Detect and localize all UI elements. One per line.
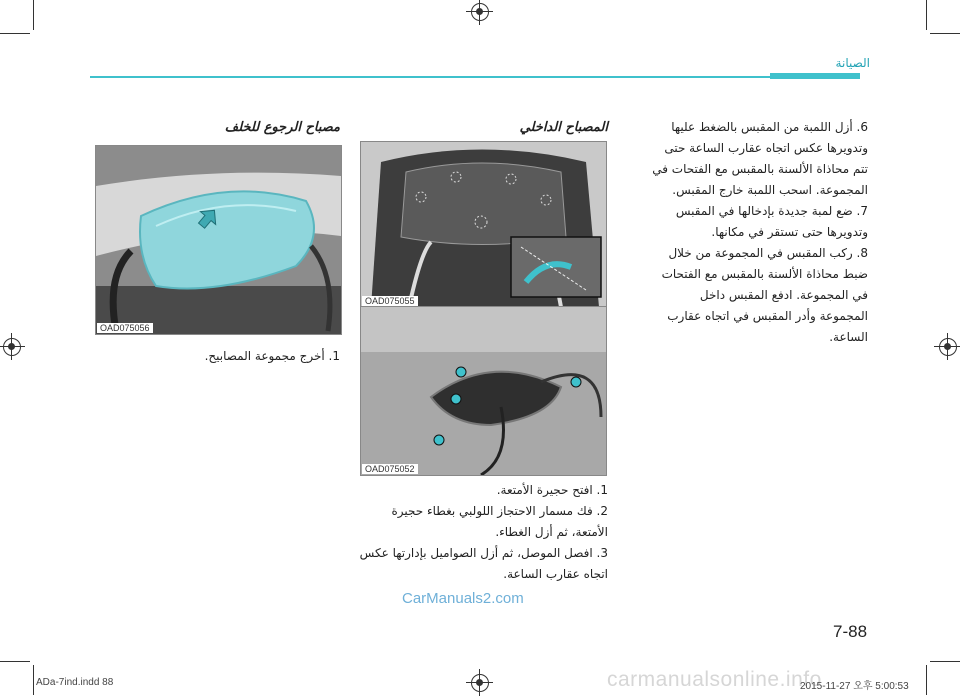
step-3: 3. افصل الموصل، ثم أزل الصواميل بإدارتها عكس اتجاه عقارب الساعة.: [359, 546, 608, 581]
tail-lamp-illustration: [96, 146, 341, 334]
crop-mark: [930, 661, 960, 662]
trunk-lid-illustration: [361, 142, 606, 307]
header-rule-accent: [770, 73, 860, 79]
backup-lamp-heading: مصباح الرجوع للخلف: [224, 120, 340, 135]
crop-mark: [33, 665, 34, 695]
footer-watermark: carmanualsonline.info: [607, 668, 822, 691]
figure-lamp-socket: [360, 306, 607, 476]
step-7: 7. ضع لمبة جديدة بإدخالها في المقبس وتدويرها حتى تستقر في مكانها.: [675, 204, 868, 239]
watermark: CarManuals2.com: [402, 590, 524, 607]
crop-mark: [926, 0, 927, 30]
interior-lamp-heading: المصباح الداخلي: [519, 120, 608, 135]
registration-mark-icon: [471, 3, 489, 21]
step-1: 1. أخرج مجموعة المصابيح.: [204, 349, 340, 363]
footer-file: ADa-7ind.indd 88: [36, 677, 114, 688]
middle-column-steps: [358, 480, 608, 585]
lamp-socket-illustration: [361, 307, 606, 475]
figure-trunk-lid: [360, 141, 607, 308]
step-1: 1. افتح حجيرة الأمتعة.: [496, 483, 608, 497]
figure-tail-lamp: [95, 145, 342, 335]
figure-code: OAD075056: [97, 323, 153, 333]
crop-mark: [33, 0, 34, 30]
footer-date: 2015-11-27 오후 5:00:53: [800, 681, 909, 692]
step-6: 6. أزل اللمبة من المقبس بالضغط عليها وتدويرها عكس اتجاه عقارب الساعة حتى تتم محاذاة الألسنة بالمقبس مع الفتحات في المجموعة. اسحب اللمبة خارج المقبس.: [652, 120, 868, 197]
left-column-steps: [95, 346, 340, 367]
step-2: 2. فك مسمار الاحتجاز اللولبي بغطاء حجيرة الأمتعة، ثم أزل الغطاء.: [391, 504, 608, 539]
figure-code: OAD075055: [362, 296, 418, 306]
figure-code: OAD075052: [362, 464, 418, 474]
right-column-steps: [648, 117, 868, 348]
section-label: الصيانة: [835, 56, 870, 70]
crop-mark: [0, 661, 30, 662]
registration-mark-icon: [3, 338, 21, 356]
header-rule: [90, 76, 860, 78]
step-8: 8. ركب المقبس في المجموعة من خلال ضبط محاذاة الألسنة بالمقبس مع الفتحات في المجموعة. ادفع المقبس داخل المجموعة وأدر المقبس في اتجاه عقارب الساعة.: [661, 246, 868, 344]
registration-mark-icon: [939, 338, 957, 356]
crop-mark: [930, 33, 960, 34]
crop-mark: [926, 665, 927, 695]
registration-mark-icon: [471, 674, 489, 692]
crop-mark: [0, 33, 30, 34]
page-number: 7-88: [833, 622, 868, 641]
